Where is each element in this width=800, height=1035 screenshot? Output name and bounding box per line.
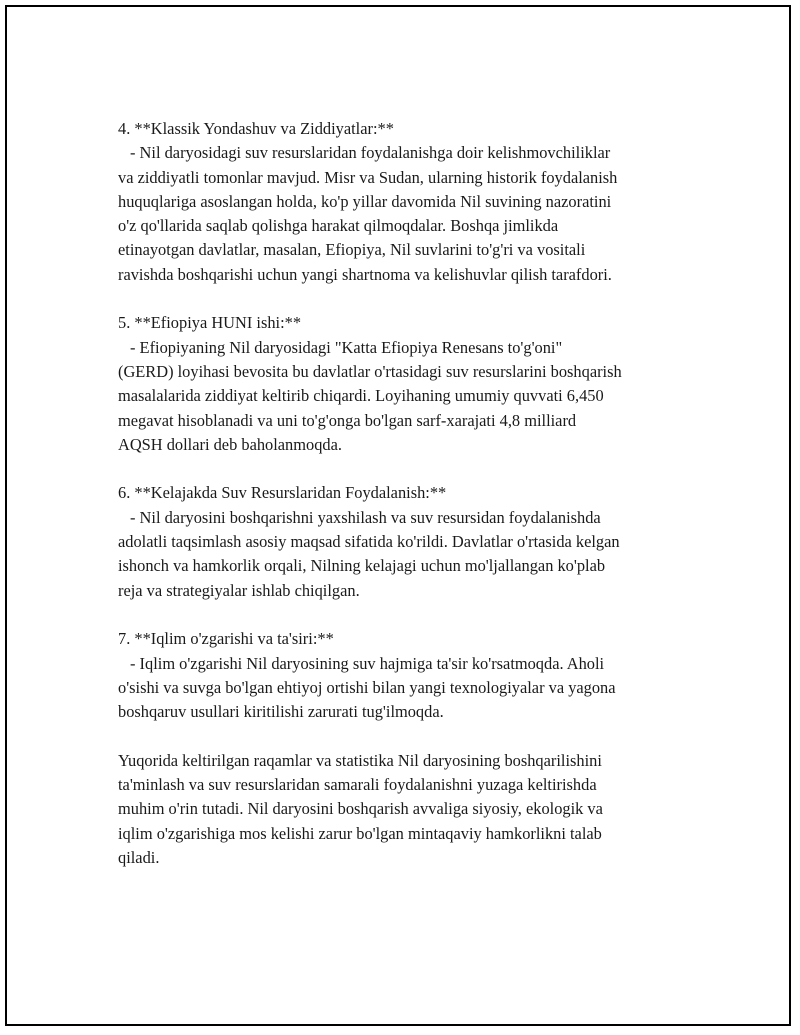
section-line: o'z qo'llarida saqlab qolishga harakat qilmoqdalar. Boshqa jimlikda <box>118 216 559 236</box>
section-line: - Nil daryosini boshqarishni yaxshilash va suv resursidan foydalanishda <box>130 507 601 527</box>
conclusion-line: Yuqorida keltirilgan raqamlar va statistika Nil daryosining boshqarilishini <box>118 750 602 770</box>
section-5 <box>118 311 718 457</box>
section-6 <box>118 481 718 602</box>
section-heading: 4. **Klassik Yondashuv va Ziddiyatlar:** <box>118 119 394 138</box>
section-line: masalalarida ziddiyat keltirib chiqardi. Loyihaning umumiy quvvati 6,450 <box>118 386 604 406</box>
section-heading: 6. **Kelajakda Suv Resurslaridan Foydalanish:** <box>118 483 447 503</box>
section-line: etinayotgan davlatlar, masalan, Efiopiya, Nil suvlarini to'g'ri va vositali <box>118 240 586 260</box>
conclusion-line: muhim o'rin tutadi. Nil daryosini boshqarish avvaliga siyosiy, ekologik va <box>118 799 603 819</box>
conclusion-line: iqlim o'zgarishiga mos kelishi zarur bo'lgan mintaqaviy hamkorlikni talab <box>118 823 602 843</box>
document-body <box>118 117 718 895</box>
section-line: va ziddiyatli tomonlar mavjud. Misr va Sudan, ularning historik foydalanish <box>118 167 618 187</box>
section-line: ravishda boshqarishi uchun yangi shartnoma va kelishuvlar qilish tarafdori. <box>118 264 612 284</box>
section-line: - Efiopiyaning Nil daryosidagi "Katta Efiopiya Renesans to'g'oni" <box>130 337 563 357</box>
section-line: huquqlariga asoslangan holda, ko'p yillar davomida Nil suvining nazoratini <box>118 191 612 211</box>
section-4 <box>118 117 718 287</box>
conclusion-paragraph <box>118 749 718 870</box>
section-heading: 7. **Iqlim o'zgarishi va ta'siri:** <box>118 629 334 649</box>
section-heading: 5. **Efiopiya HUNI ishi:** <box>118 313 302 333</box>
section-7 <box>118 627 718 724</box>
section-line: o'sishi va suvga bo'lgan ehtiyoj ortishi bilan yangi texnologiyalar va yagona <box>118 677 616 697</box>
section-line: - Nil daryosidagi suv resurslaridan foydalanishga doir kelishmovchiliklar <box>130 143 611 163</box>
conclusion-line: qiladi. <box>118 847 160 867</box>
section-line: ishonch va hamkorlik orqali, Nilning kelajagi uchun mo'ljallangan ko'plab <box>118 556 606 576</box>
section-line: reja va strategiyalar ishlab chiqilgan. <box>118 580 360 600</box>
section-line: (GERD) loyihasi bevosita bu davlatlar o'rtasidagi suv resurslarini boshqarish <box>118 361 622 381</box>
section-line: megavat hisoblanadi va uni to'g'onga bo'lgan sarf-xarajati 4,8 milliard <box>118 410 577 430</box>
section-line: AQSH dollari deb baholanmoqda. <box>118 434 342 454</box>
section-line: boshqaruv usullari kiritilishi zarurati tug'ilmoqda. <box>118 702 444 722</box>
conclusion-line: ta'minlash va suv resurslaridan samarali foydalanishni yuzaga keltirishda <box>118 775 597 795</box>
section-line: - Iqlim o'zgarishi Nil daryosining suv hajmiga ta'sir ko'rsatmoqda. Aholi <box>130 653 605 673</box>
section-line: adolatli taqsimlash asosiy maqsad sifatida ko'rildi. Davlatlar o'rtasida kelgan <box>118 532 620 552</box>
